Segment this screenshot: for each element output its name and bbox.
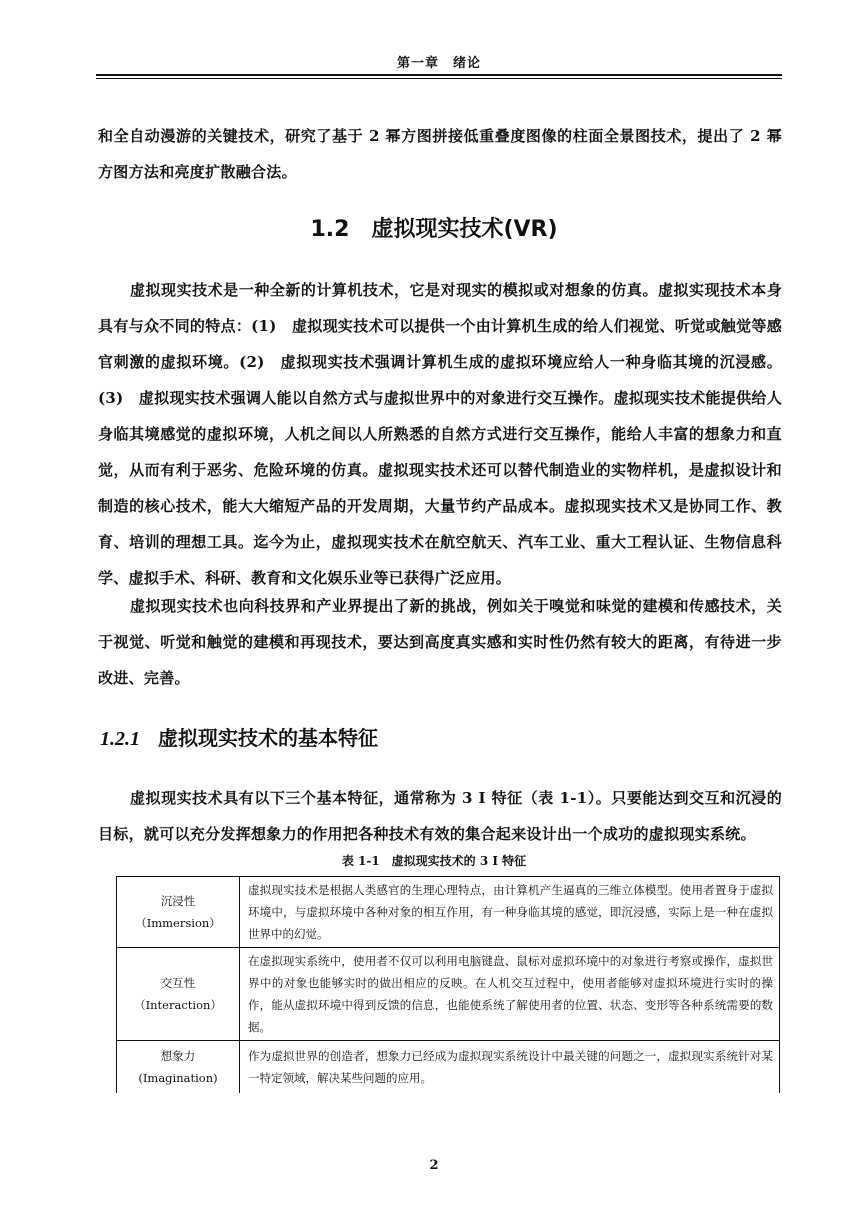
header-rule [96,74,782,76]
feature-name-cell [117,948,240,1041]
feature-name: 交互性 [160,976,196,990]
running-header: 第一章 绪论 [396,56,481,71]
table-row [117,877,780,948]
section-title: 虚拟现实技术(VR) [371,217,558,242]
feature-desc: 虚拟现实技术是根据人类感官的生理心理特点，由计算机产生逼真的三维立体模型。使用者置身于虚拟环境中，与虚拟环境中各种对象的相互作用，有一种身临其境的感觉，即沉浸感，实际上是一种在虚拟世界中的幻觉。 [240,877,780,948]
page-number: 2 [429,1158,439,1173]
body-paragraph-1: 虚拟现实技术是一种全新的计算机技术，它是对现实的模拟或对想象的仿真。虚拟实现技术本身具有与众不同的特点：(1) 虚拟现实技术可以提供一个由计算机生成的给人们视觉、听觉或触觉等感官刺激的虚拟环境。(2) 虚拟现实技术强调计算机生成的虚拟环境应给人一种身临其境的沉浸感。(3) 虚拟现实技术强调人能以自然方式与虚拟世界中的对象进行交互操作。虚拟现实技术能提供给人身临其境感觉的虚拟环境，人机之间以人所熟悉的自然方式进行交互操作，能给人丰富的想象力和直觉，从而有利于恶劣、危险环境的仿真。虚拟现实技术还可以替代制造业的实物样机，是虚拟设计和制造的核心技术，能大大缩短产品的开发周期，大量节约产品成本。虚拟现实技术又是协同工作、教育、培训的理想工具。迄今为止，虚拟现实技术在航空航天、汽车工业、重大工程认证、生物信息科学、虚拟手术、科研、教育和文化娱乐业等已获得广泛应用。 [98,281,782,587]
feature-english: (Imagination) [138,1071,218,1085]
body-paragraph-2: 虚拟现实技术也向科技界和产业界提出了新的挑战，例如关于嗅觉和味觉的建模和传感技术，关于视觉、听觉和触觉的建模和再现技术，要达到高度真实感和实时性仍然有较大的距离，有待进一步改进、完善。 [98,597,782,687]
table-row [117,948,780,1041]
intro-paragraph: 和全自动漫游的关键技术，研究了基于 2 幂方图拼接低重叠度图像的柱面全景图技术，提出了 2 幂方图方法和亮度扩散融合法。 [98,127,782,181]
features-table [116,876,780,1093]
feature-name-cell [117,877,240,948]
subsection-paragraph: 虚拟现实技术具有以下三个基本特征，通常称为 3 I 特征（表 1-1）。只要能达到交互和沉浸的目标，就可以充分发挥想象力的作用把各种技术有效的集合起来设计出一个成功的虚拟现实系统。 [98,789,782,843]
subsection-heading [100,722,378,751]
feature-name: 沉浸性 [160,894,196,908]
feature-english: （Immersion） [135,916,221,930]
section-heading [0,212,868,243]
feature-english: （Interaction） [134,998,222,1012]
table-row [117,1041,780,1094]
table-caption: 表 1-1 虚拟现实技术的 3 I 特征 [341,854,527,868]
section-number: 1.2 [310,217,350,242]
feature-name: 想象力 [160,1049,196,1063]
feature-desc: 在虚拟现实系统中，使用者不仅可以利用电脑键盘、鼠标对虚拟环境中的对象进行考察或操作，虚拟世界中的对象也能够实时的做出相应的反映。在人机交互过程中，使用者能够对虚拟环境进行实时的操作，能从虚拟环境中得到反馈的信息，也能使系统了解使用者的位置、状态、变形等各种系统需要的数据。 [240,948,780,1041]
subsection-title: 虚拟现实技术的基本特征 [158,726,378,750]
subsection-number: 1.2.1 [100,728,140,750]
feature-name-cell [117,1041,240,1094]
header-rule-thin [96,78,782,79]
feature-desc: 作为虚拟世界的创造者，想象力已经成为虚拟现实系统设计中最关键的问题之一，虚拟现实系统针对某一特定领域，解决某些问题的应用。 [240,1041,780,1094]
